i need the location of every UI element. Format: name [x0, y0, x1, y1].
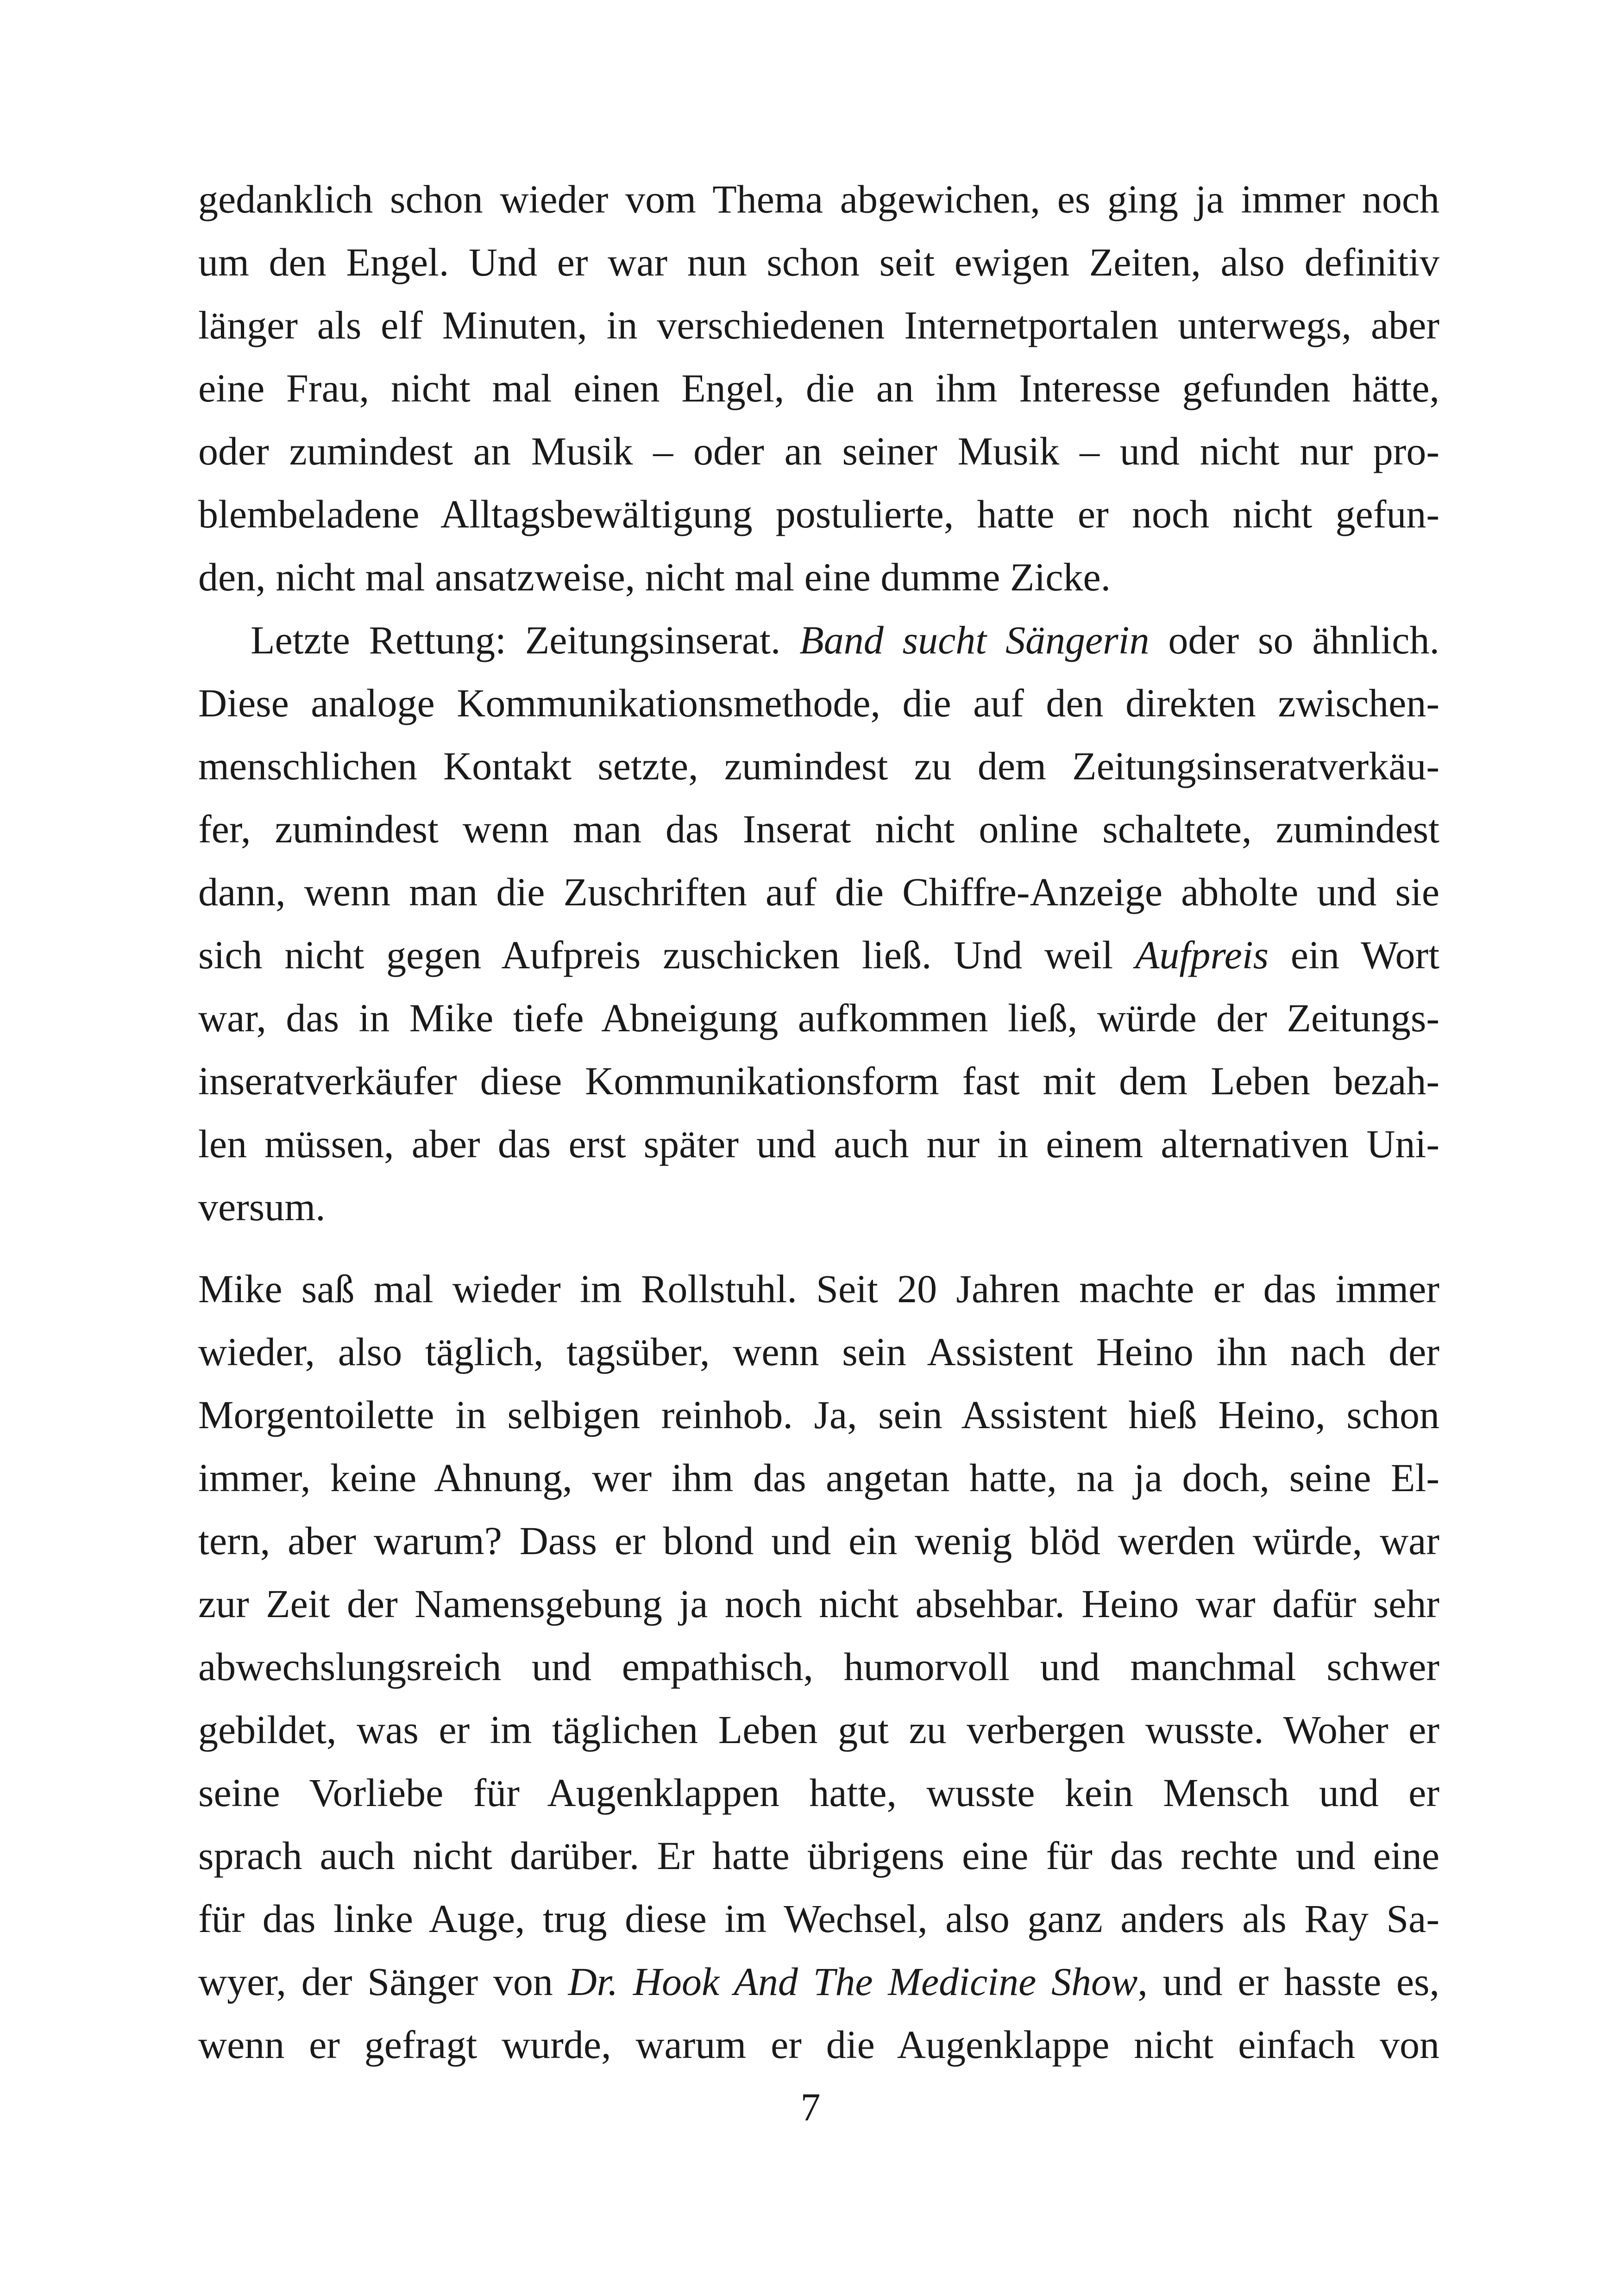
text-segment: eine Frau, nicht mal einen Engel, die an ihm Interesse gefunden hätte, — [198, 366, 1439, 410]
text-segment: Morgentoilette in selbigen reinhob. Ja, sein Assistent hieß Heino, schon — [198, 1393, 1439, 1437]
text-line — [198, 860, 1439, 923]
italic-text: Aufpreis — [1135, 933, 1269, 977]
text-segment: war, das in Mike tiefe Abneigung aufkommen ließ, würde der Zeitungs- — [198, 996, 1439, 1040]
text-line — [198, 420, 1439, 483]
text-segment: ein Wort — [1269, 933, 1440, 977]
text-block-lower — [198, 1257, 1439, 2076]
text-segment: sich nicht gegen Aufpreis zuschicken ließ. Und weil — [198, 933, 1135, 977]
text-line — [198, 294, 1439, 357]
italic-text: Dr. Hook And The Medicine Show — [568, 1959, 1138, 2004]
text-line — [198, 2013, 1439, 2076]
italic-text: Band sucht Sängerin — [799, 618, 1150, 662]
text-segment: oder zumindest an Musik – oder an seiner Musik – und nicht nur pro- — [198, 429, 1439, 473]
text-segment: Diese analoge Kommunikationsmethode, die auf den direkten zwischen- — [198, 681, 1439, 725]
text-line — [198, 1635, 1439, 1698]
text-line — [198, 1950, 1439, 2013]
text-segment: Letzte Rettung: Zeitungsinserat. — [251, 618, 800, 662]
text-line — [198, 1887, 1439, 1950]
text-segment: tern, aber warum? Dass er blond und ein wenig blöd werden würde, war — [198, 1518, 1439, 1563]
text-line — [198, 1824, 1439, 1887]
text-line — [198, 609, 1439, 671]
text-segment: gebildet, was er im täglichen Leben gut zu verbergen wusste. Woher er — [198, 1707, 1439, 1752]
text-line — [198, 1175, 1439, 1238]
text-line — [198, 357, 1439, 420]
text-segment: wieder, also täglich, tagsüber, wenn sein Assistent Heino ihn nach der — [198, 1330, 1439, 1374]
text-segment: inseratverkäufer diese Kommunikationsform fast mit dem Leben bezah- — [198, 1059, 1439, 1103]
text-line — [198, 797, 1439, 860]
text-segment: wenn er gefragt wurde, warum er die Augenklappe nicht einfach von — [198, 2022, 1439, 2067]
text-line — [198, 1049, 1439, 1112]
text-segment: blembeladene Alltagsbewältigung postulierte, hatte er noch nicht gefun- — [198, 492, 1439, 536]
text-segment: immer, keine Ahnung, wer ihm das angetan hatte, na ja doch, seine El- — [198, 1455, 1439, 1500]
text-line — [198, 671, 1439, 734]
text-segment: für das linke Auge, trug diese im Wechsel, also ganz anders als Ray Sa- — [198, 1896, 1439, 1941]
text-segment: len müssen, aber das erst später und auch nur in einem alternativen Uni- — [198, 1122, 1439, 1166]
text-line — [198, 1698, 1439, 1761]
text-line — [198, 1509, 1439, 1572]
text-line — [198, 168, 1439, 231]
text-line — [198, 1320, 1439, 1383]
text-line — [198, 923, 1439, 986]
text-line — [198, 1383, 1439, 1446]
text-segment: fer, zumindest wenn man das Inserat nicht online schaltete, zumindest — [198, 807, 1439, 851]
text-segment: , und er hasste es, — [1137, 1959, 1440, 2004]
text-block-upper — [198, 168, 1439, 1238]
text-line — [198, 1112, 1439, 1175]
text-segment: zur Zeit der Namensgebung ja noch nicht absehbar. Heino war dafür sehr — [198, 1581, 1439, 1626]
text-line — [198, 546, 1439, 609]
text-segment: oder so ähnlich. — [1149, 618, 1439, 662]
text-segment: sprach auch nicht darüber. Er hatte übrigens eine für das rechte und eine — [198, 1833, 1439, 1878]
text-line — [198, 986, 1439, 1049]
text-line — [198, 1446, 1439, 1509]
text-segment: dann, wenn man die Zuschriften auf die Chiffre-Anzeige abholte und sie — [198, 870, 1439, 914]
page-number: 7 — [800, 2085, 821, 2129]
text-segment: gedanklich schon wieder vom Thema abgewichen, es ging ja immer noch — [198, 177, 1439, 221]
text-line — [198, 734, 1439, 797]
text-segment: seine Vorliebe für Augenklappen hatte, wusste kein Mensch und er — [198, 1770, 1439, 1815]
text-segment: den, nicht mal ansatzweise, nicht mal eine dumme Zicke. — [198, 555, 1111, 599]
text-segment: länger als elf Minuten, in verschiedenen Internetportalen unterwegs, aber — [198, 303, 1439, 347]
text-segment: wyer, der Sänger von — [198, 1959, 568, 2004]
text-line — [198, 483, 1439, 546]
text-segment: Mike saß mal wieder im Rollstuhl. Seit 20 Jahren machte er das immer — [198, 1267, 1439, 1311]
text-segment: um den Engel. Und er war nun schon seit ewigen Zeiten, also definitiv — [198, 240, 1439, 284]
text-segment: menschlichen Kontakt setzte, zumindest zu dem Zeitungsinseratverkäu- — [198, 744, 1439, 788]
text-segment: versum. — [198, 1185, 326, 1229]
text-line — [198, 1257, 1439, 1320]
text-segment: abwechslungsreich und empathisch, humorvoll und manchmal schwer — [198, 1644, 1439, 1689]
text-line — [198, 1572, 1439, 1635]
text-line — [198, 231, 1439, 294]
text-line — [198, 1761, 1439, 1824]
